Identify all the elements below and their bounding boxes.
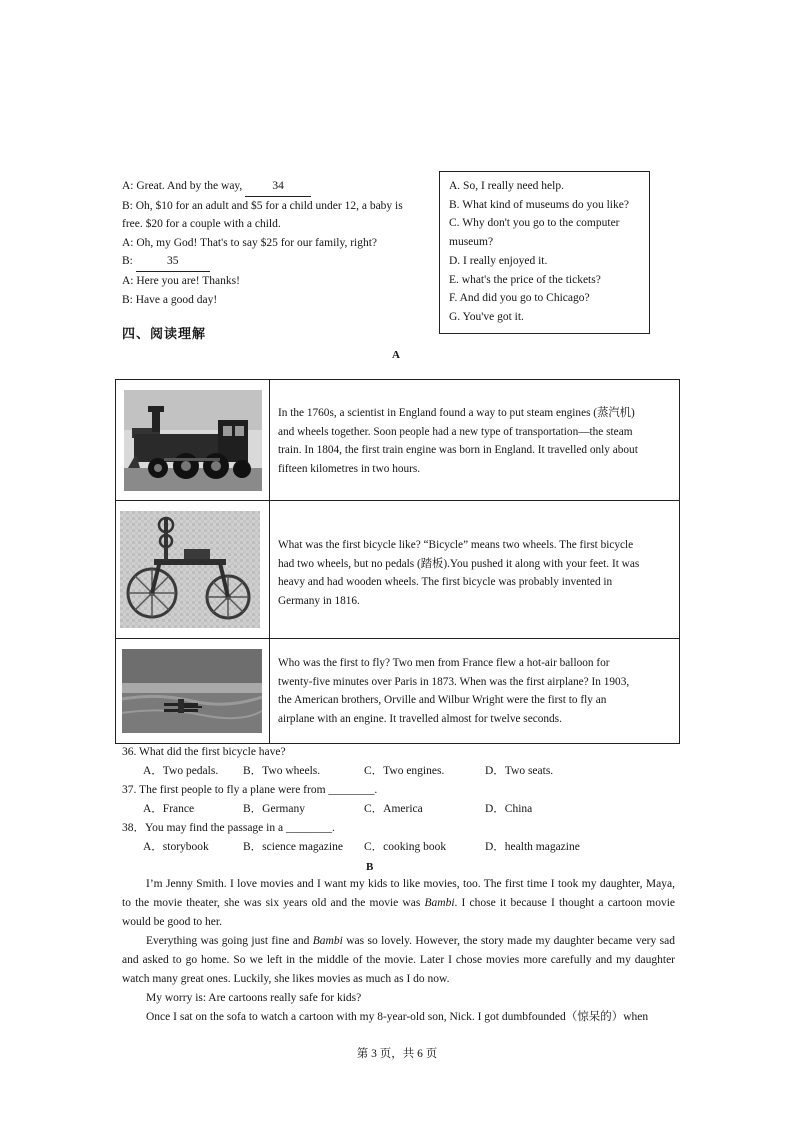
choice-c: C．America (364, 803, 423, 815)
section-title: 四、阅读理解 (122, 326, 207, 341)
reading-table (115, 379, 680, 744)
option-d: D. I really enjoyed it. (449, 254, 548, 267)
option-c: C. Why don't you go to the computer (449, 217, 620, 230)
dialogue-line: B: Oh, $10 for an adult and $5 for a child under 12, a baby is (122, 199, 403, 212)
option-b: B. What kind of museums do you like? (449, 198, 629, 211)
passage-b (122, 875, 675, 1027)
option-c-continued: museum? (449, 236, 494, 249)
question-37: 37. The first people to fly a plane were from ________. (122, 784, 378, 796)
answer-blank-34: 34 (245, 177, 311, 197)
dialogue-line: free. $20 for a couple with a child. (122, 218, 281, 231)
dialogue-line: A: Here you are! Thanks! (122, 274, 240, 287)
choice-c: C．cooking book (364, 841, 447, 853)
passage-b-paragraph: Everything was going just fine and Bambi was so lovely. However, the story made my daughter became very sad and asked to go home. So we left in the middle of the movie. Later I chose movies more carefully and my daughter watch many great ones. Luckily, she likes movies as much as I do now. (122, 935, 675, 985)
choice-d: D．Two seats. (485, 765, 554, 777)
choice-a: A．storybook (143, 841, 209, 853)
option-f: F. And did you go to Chicago? (449, 292, 590, 305)
choice-c: C．Two engines. (364, 765, 445, 777)
passage-a-title: A (392, 349, 400, 361)
choice-d: D．health magazine (485, 841, 580, 853)
dialogue-line: A: Great. And by the way, 34 (122, 177, 430, 197)
choice-b: B．science magazine (243, 841, 343, 853)
dialogue-line: B: Have a good day! (122, 293, 218, 306)
options-box (439, 171, 650, 334)
choice-a: A．Two pedals. (143, 765, 219, 777)
option-g: G. You've got it. (449, 310, 524, 323)
passage-b-paragraph: My worry is: Are cartoons really safe for kids? (146, 992, 362, 1004)
dialogue-line: A: Oh, my God! That's to say $25 for our family, right? (122, 236, 378, 249)
question-37-choices (0, 800, 794, 819)
page-footer: 第 3 页，共 6 页 (356, 1048, 438, 1060)
dialogue (122, 177, 430, 309)
table-row (116, 380, 679, 501)
choice-b: B．Two wheels. (243, 765, 321, 777)
table-row (116, 501, 679, 639)
passage-b-paragraph: I’m Jenny Smith. I love movies and I want my kids to like movies, too. The first time I took my daughter, Maya, to the movie theater, she was six years old and the movie was Bambi. I chose it because I thought a cartoon movie would be good to her. (122, 878, 675, 928)
question-36: 36. What did the first bicycle have? (122, 746, 286, 758)
question-38-choices (0, 838, 794, 857)
steam-train-photo (124, 390, 262, 491)
option-e: E. what's the price of the tickets? (449, 273, 601, 286)
choice-d: D．China (485, 803, 533, 815)
passage-b-paragraph: Once I sat on the sofa to watch a cartoon with my 8-year-old son, Nick. I got dumbfounded（惊呆的）when (146, 1011, 649, 1023)
option-a: A. So, I really need help. (449, 180, 564, 192)
choice-a: A．France (143, 803, 195, 815)
question-38: 38．You may find the passage in a ________. (122, 822, 335, 834)
dialogue-line: B: 35 (122, 252, 430, 272)
choice-b: B．Germany (243, 803, 305, 815)
answer-blank-35: 35 (136, 252, 210, 272)
early-airplane-photo (122, 649, 262, 733)
passage-text-bicycle: What was the first bicycle like? “Bicycle” means two wheels. The first bicycle had two wheels, but no pedals (踏板).You pushed it along with your feet. It was heavy and had wooden wheels. The first bicycle was probably invented in Germany in 1816. (278, 539, 640, 607)
passage-b-title: B (366, 861, 374, 873)
table-row (116, 639, 679, 743)
question-36-choices (0, 762, 794, 781)
passage-text-train: In the 1760s, a scientist in England found a way to put steam engines (蒸汽机) and wheels together. Soon people had a new type of transportation—the steam train. In 1804, the first train engine was born in England. It travelled only about fifteen kilometres in two hours. (278, 407, 638, 475)
old-bicycle-photo (120, 511, 260, 628)
passage-text-airplane: Who was the first to fly? Two men from France flew a hot-air balloon for twenty-five minutes over Paris in 1873. When was the first airplane? In 1903, the American brothers, Orville and Wilbur Wright were the first to fly an airplane with an engine. It travelled almost for twelve seconds. (278, 657, 630, 725)
